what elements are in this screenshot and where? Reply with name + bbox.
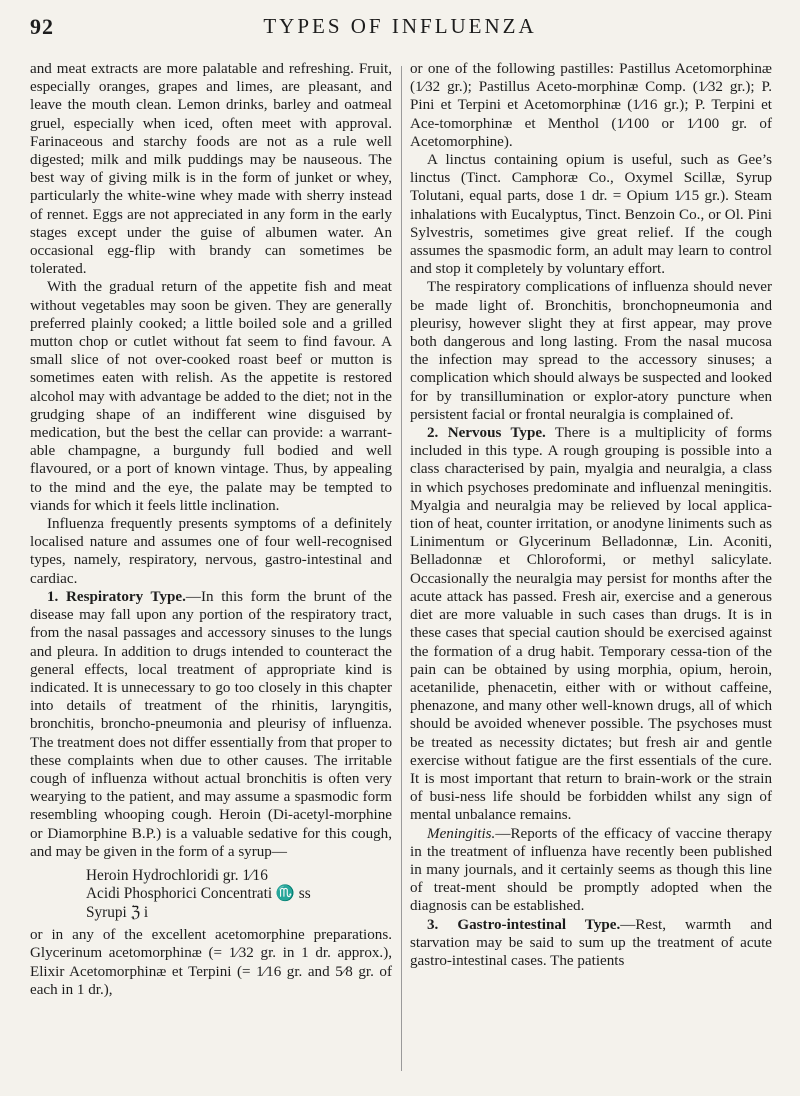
paragraph-text: There is a multiplicity of forms included in this type. A rough grouping is possible into a class characterised by pain, myalgia and neuralgia, a class in which psychoses predominate and influenzal meningitis. Myalgia and neuralgia may be relieved by local applica-tion of heat, counter irritation, or anodyne liniments such as Linimentum or Glycerinum Belladonnæ, Lin. Aconiti, Belladonnæ et Chloroformi, or methyl salicylate. Occasionally the neuralgia may persist for months after the acute attack has passed. Fresh air, exercise and a generous diet are more valuable in such cases than drugs. It is in these cases that special caution should be exercised against the formation of a drug habit. Temporary cessa-tion of the pain can be obtained by using morphia, opium, heroin, acetanilide, phenacetin, either with or without caffeine, phenazone, and many other well-known drugs, all of which should be avoided whenever possible. The psychoses must be treated as necessity dictates; but fresh air and gentle exercise without fatigue are the first essentials of the cure. It is most important that return to brain-work or the strain of busi-ness life should be forbidden whilst any sign of mental unbalance remains. [410,425,772,824]
section-heading: 1. Respiratory Type. [47,588,186,605]
column-divider [401,66,402,1071]
prescription-line: Heroin Hydrochloridi gr. 1⁄16 [86,866,268,884]
paragraph-respiratory-type [30,588,392,861]
paragraph: With the gradual return of the appetite fish and meat without vegetables may soon be given. They are generally preferred plainly cooked; a little boiled sole and a grilled mutton chop or cutlet without fat seem to find favour. A small slice of not over-cooked roast beef or mutton is sometimes eaten with relish. As the appetite is restored alcohol may with advantage be added to the diet; not in the grudging shape of an indifferent wine disguised by medication, but the best the cellar can provide: a warrant-able champagne, a burgundy full bodied and well flavoured, or a port of known vintage. Thus, by appealing to the mind and the eye, the palate may be tempted to viands for which it feels little inclination. [30,279,392,514]
paragraph-gastro-intestinal-type [410,916,772,971]
prescription-line: Acidi Phosphorici Concentrati ♏ ss [86,885,311,903]
paragraph: or one of the following pastilles: Pastillus Acetomorphinæ (1⁄32 gr.); Pastillus Aceto-morphinæ Comp. (1⁄32 gr.); P. Pini et Terpini et Acetomorphinæ (1⁄16 gr.); P. Terpini et Ace-tomorphinæ et Menthol (1⁄100 or 1⁄100 gr. of Acetomorphine). [410,61,772,150]
page-header [30,14,770,48]
paragraph: The respiratory complications of influenza should never be made light of. Bronchitis, bronchopneumonia and pleurisy, however slight they at first appear, may prove both dangerous and long lasting. From the nasal mucosa the infection may spread to the accessory sinuses; a complication which should always be suspected and looked for by transillumination or explor-atory puncture when persistent facial or frontal neuralgia is complained of. [410,279,772,423]
prescription [86,867,392,922]
paragraph: A linctus containing opium is useful, such as Gee’s linctus (Tinct. Camphoræ Co., Oxymel Scillæ, Syrup Tolutani, equal parts, dose 1 dr. = Opium 1⁄15 gr.). Steam inhalations with Eucalyptus, Tinct. Benzoin Co., or Ol. Pini Sylvestris, sometimes give great relief. If the cough assumes the spasmodic form, an adult may learn to control and stop it completely by voluntary effort. [410,152,772,278]
paragraph-text: —In this form the brunt of the disease may fall upon any portion of the respiratory tract, from the nasal passages and accessory sinuses to the lungs and pleura. In addition to drugs intended to counteract the general effects, local treatment of appropriate kind is indicated. It is unnecessary to go too closely in this chapter into details of treatment of the rhinitis, laryngitis, bronchitis, broncho-pneumonia and pleurisy of influenza. The treatment does not differ essentially from that proper to these complaints when due to other causes. The irritable cough of influenza without actual bronchitis is often very wearying to the patient, and may assume a spasmodic form resembling whooping cough. Heroin (Di-acetyl-morphine or Diamorphine B.P.) is a valuable sedative for this cough, and may be given in the form of a syrup— [30,588,392,860]
paragraph: and meat extracts are more palatable and refreshing. Fruit, especially oranges, grapes and limes, are pleasant, and leave the mouth clean. Lemon drinks, barley and oatmeal gruel, especially when iced, often meet with approval. Farinaceous and starchy foods are not as a rule well digested; milk and milk puddings may be nauseous. The best way of giving milk is in the form of junket or whey, particularly the white-wine whey made with sherry instead of rennet. Eggs are not appreciated in any form in the early stages except under the guise of albumen water. An occasional egg-flip with brandy can sometimes be tolerated. [30,61,392,278]
paragraph-text: —Reports of the efficacy of vaccine therapy in the treatment of influenza have recently been published in many journals, and it certainly seems as though this line of treat-ment should be promptly adopted when the diagnosis can be established. [410,825,772,915]
paragraph-text: —Rest, warmth and starvation may be said to sum up the treatment of acute gastro-intestinal cases. The patients [410,916,772,969]
left-column [30,60,392,999]
prescription-line: Syrupi ℨ i [86,903,149,921]
page-number: 92 [30,14,54,39]
subsection-heading: Meningitis. [427,825,496,842]
paragraph: Influenza frequently presents symptoms of a definitely localised nature and assumes one of four well-recognised types, namely, respiratory, nervous, gastro-intestinal and cardiac. [30,516,392,587]
running-title: TYPES OF INFLUENZA [263,14,537,38]
paragraph-nervous-type [410,424,772,824]
section-heading: 2. Nervous Type. [427,425,546,442]
paragraph: or in any of the excellent acetomorphine preparations. Glycerinum acetomorphinæ (= 1⁄32 gr. in 1 dr. approx.), Elixir Acetomorphinæ et Terpini (= 1⁄16 gr. and 5⁄8 gr. of each in 1 dr.), [30,927,392,998]
right-column [410,60,772,970]
section-heading: 3. Gastro-intestinal Type. [427,916,621,933]
paragraph-meningitis [410,825,772,916]
